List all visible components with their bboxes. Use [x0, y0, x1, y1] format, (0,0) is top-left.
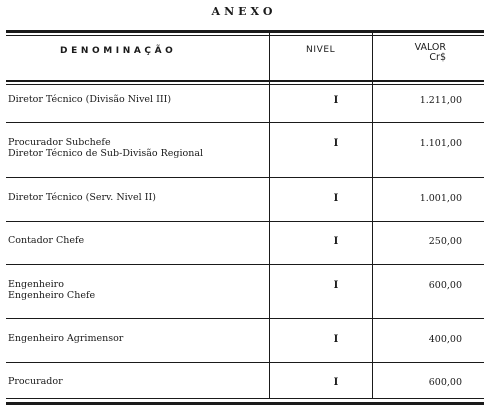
table-top-rule-thick: [6, 30, 484, 33]
row-name: Diretor Técnico (Serv. Nivel II): [8, 192, 156, 203]
row-level: I: [333, 138, 339, 149]
table-top-rule-thin: [6, 35, 484, 36]
row-name-secondary: Diretor Técnico de Sub-Divisão Regional: [8, 148, 204, 159]
row-value: 600,00: [428, 377, 462, 388]
row-value: 600,00: [428, 280, 462, 291]
header-denominacao: DENOMINAÇÃO: [60, 46, 177, 56]
row-level: I: [333, 236, 339, 247]
header-rule-thin: [6, 84, 484, 85]
header-nivel: NIVEL: [306, 45, 336, 55]
row-value: 1.211,00: [419, 95, 462, 106]
row-value: 400,00: [428, 334, 462, 345]
row-level: I: [333, 280, 339, 291]
column-divider: [269, 32, 270, 398]
table-bottom-rule-thin: [6, 398, 484, 399]
row-name-secondary: Engenheiro Chefe: [8, 290, 96, 301]
header-rule-thick: [6, 80, 484, 82]
page-title: ANEXO: [211, 5, 277, 18]
row-level: I: [333, 334, 339, 345]
row-divider: [6, 221, 484, 222]
row-level: I: [333, 193, 339, 204]
row-name: Engenheiro Agrimensor: [8, 333, 124, 344]
row-name: Engenheiro: [8, 279, 64, 290]
row-level: I: [333, 377, 339, 388]
row-value: 1.001,00: [419, 193, 462, 204]
row-divider: [6, 122, 484, 123]
column-divider: [372, 32, 373, 398]
row-value: 1.101,00: [419, 138, 462, 149]
row-value: 250,00: [428, 236, 462, 247]
row-name: Procurador: [8, 376, 63, 387]
row-divider: [6, 264, 484, 265]
header-valor-currency: Cr$: [429, 52, 446, 63]
header-valor: [402, 43, 446, 63]
row-name: Diretor Técnico (Divisão Nivel III): [8, 94, 172, 105]
row-divider: [6, 362, 484, 363]
table-bottom-rule-thick: [6, 402, 484, 405]
row-divider: [6, 318, 484, 319]
header-valor-label: VALOR: [414, 42, 446, 53]
row-name: Procurador Subchefe: [8, 137, 111, 148]
row-name: Contador Chefe: [8, 235, 85, 246]
row-level: I: [333, 95, 339, 106]
row-divider: [6, 177, 484, 178]
